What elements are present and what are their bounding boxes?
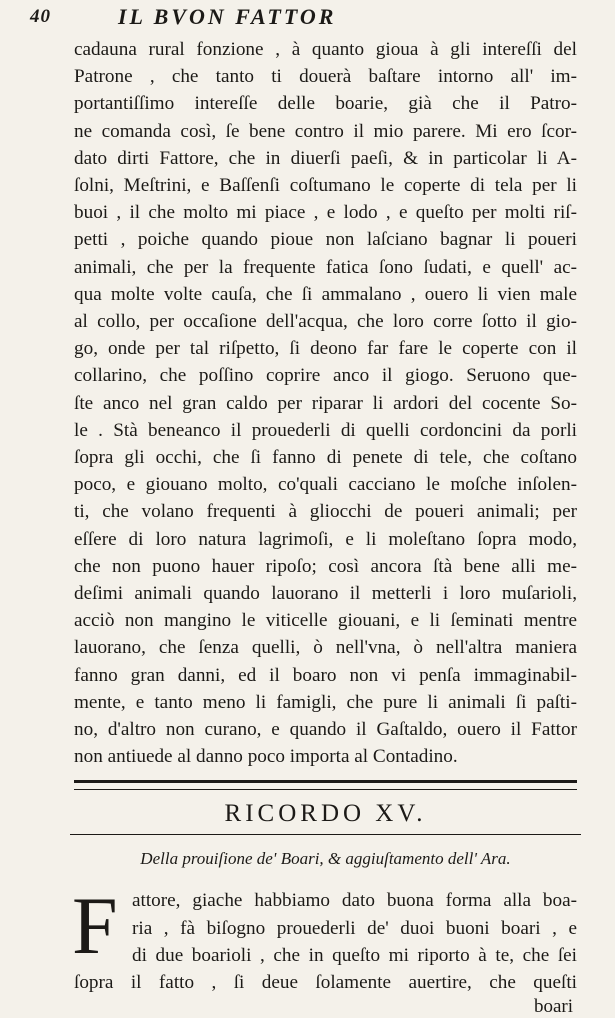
text-line: che non puono hauer ripoſo; così ancora ſtà bene alli me-	[74, 555, 577, 577]
text-line: di due boarioli , che in queſto mi riporto à te, che ſei	[132, 944, 577, 966]
text-line: ſte anco nel gran caldo per riparar li ardori del cocente So-	[74, 392, 577, 414]
page-number: 40	[30, 6, 51, 27]
text-line: fanno gran danni, ed il boaro non vi penſa immaginabil-	[74, 664, 577, 686]
paragraph-second	[72, 880, 577, 1018]
text-line: dato dirti Fattore, che in diuerſi paeſi, & in particolar li A-	[74, 147, 577, 169]
text-line: eſſere di loro natura lagrimoſi, e li moleſtano ſopra modo,	[74, 528, 577, 550]
text-line: portantiſſimo intereſſe delle boarie, già che il Patro-	[74, 93, 577, 115]
text-line: ne comanda così, ſe bene contro il mio parere. Mi ero ſcor-	[74, 120, 577, 142]
drop-cap: F	[72, 880, 118, 972]
running-title: IL BVON FATTOR	[118, 4, 337, 29]
page-header	[30, 0, 577, 36]
text-line: ſopra gli occhi, che ſi fanno di penete di tele, che coſtano	[74, 447, 577, 469]
text-line: collarino, che poſſino coprire anco il giogo. Seruono que-	[74, 365, 577, 387]
text-line: ſopra il fatto , ſi deue ſolamente auertire, che queſti	[74, 972, 577, 994]
section-heading: RICORDO XV.	[224, 800, 427, 828]
text-line: ria , fà biſogno prouederli de' duoi buoni boari , e	[132, 917, 577, 939]
ornamental-rule	[74, 780, 577, 790]
text-line: lauorano, che ſenza quelli, ò nell'vna, ò nell'altra maniera	[74, 637, 577, 659]
text-line: le . Stà beneanco il prouederli di quelli cordoncini da porli	[74, 419, 577, 441]
text-line: attore, giache habbiamo dato buona forma alla boa-	[132, 890, 577, 912]
catchword: boari	[533, 996, 573, 1018]
paragraph-main	[74, 36, 577, 770]
text-line: non antiuede al danno poco importa al Contadino.	[74, 746, 458, 768]
text-line: ti, che volano frequenti à gliocchi de poueri animali; per	[74, 501, 577, 523]
text-line: ſolni, Meſtrini, e Baſſenſi coſtumano le coperte di tela per li	[74, 175, 577, 197]
text-line: go, onde per tal riſpetto, ſi deono far fare le coperte con il	[74, 338, 577, 360]
text-line: mente, e tanto meno li famigli, che pure li animali ſi paſti-	[74, 691, 577, 713]
text-line: deſimi animali quando lauorano il metterli i loro muſarioli,	[74, 583, 577, 605]
text-line: Patrone , che tanto ti douerà baſtare intorno all' im-	[74, 66, 577, 88]
text-line: animali, che per la frequente fatica ſono ſudati, e quell' ac-	[74, 256, 577, 278]
text-line: cadauna rural fonzione , à quanto gioua à gli intereſſi del	[74, 39, 577, 60]
text-line: poco, e giouano molto, co'quali cacciano le moſche inſolen-	[74, 474, 577, 496]
text-line: petti , poiche quando pioue non laſciano bagnar li poueri	[74, 229, 577, 251]
text-line: no, d'altro non curano, e quando il Gaſtaldo, ouero il Fattor	[74, 719, 577, 741]
section-subtitle: Della prouiſione de' Boari, & aggiuſtamento dell' Ara.	[140, 849, 511, 869]
heading-underline	[70, 834, 581, 835]
text-line: al collo, per occaſione dell'acqua, che loro corre ſotto il gio-	[74, 311, 577, 333]
text-line: buoi , il che molto mi piace , e lodo , e queſto per molti riſ-	[74, 202, 577, 224]
text-line: acciò non mangino le viticelle giouani, e li ſeminati mentre	[74, 610, 577, 632]
text-line: qua molte volte cauſa, che ſi ammalano , ouero li vien male	[74, 283, 577, 305]
